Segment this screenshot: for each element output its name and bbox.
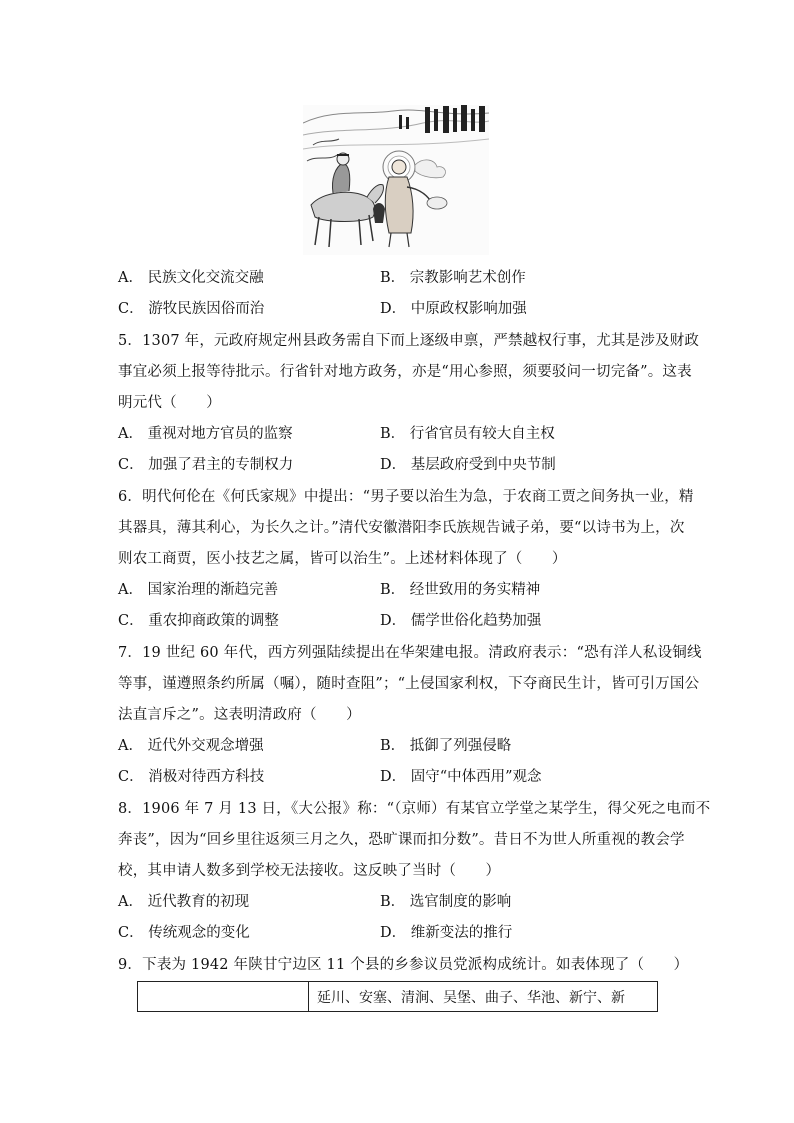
q6-option-b: B． 经世致用的务实精神 [380,582,541,598]
q6-option-c: C． 重农抑商政策的调整 [118,613,279,629]
q9-stem-line-1: 9．下表为 1942 年陕甘宁边区 11 个县的乡参议员党派构成统计。如表体现了（ ） [118,957,689,973]
q5-stem-line-3: 明元代（ ） [118,395,221,411]
q6-stem-line-1: 6．明代何伦在《何氏家规》中提出：“男子要以治生为急，于农商工贾之间务执一业，精 [118,489,694,505]
q8-stem-line-2: 奔丧”，因为“回乡里往返须三月之久，恐旷课而扣分数”。昔日不为世人所重视的教会学 [118,832,685,848]
q8-stem-line-3: 校，其申请人数多到学校无法接收。这反映了当时（ ） [118,863,501,879]
q5-option-c: C． 加强了君主的专制权力 [118,457,294,473]
q6-stem-line-3: 则农工商贾，医小技艺之属，皆可以治生”。上述材料体现了（ ） [118,551,567,567]
q6-option-a: A． 国家治理的渐趋完善 [118,582,279,598]
q9-table-cell-2: 延川、安塞、清涧、吴堡、曲子、华池、新宁、新 [309,982,658,1012]
q6-option-d: D． 儒学世俗化趋势加强 [380,613,542,629]
q4-option-a: A． 民族文化交流交融 [118,270,264,286]
q7-stem-line-3: 法直言斥之”。这表明清政府（ ） [118,707,361,723]
q8-option-c: C． 传统观念的变化 [118,925,250,941]
q9-table [137,981,658,1012]
q8-option-d: D． 维新变法的推行 [380,925,513,941]
q9-table-cell-1 [138,982,309,1012]
q5-option-a: A． 重视对地方官员的监察 [118,426,293,442]
q7-option-b: B． 抵御了列强侵略 [380,738,512,754]
q5-stem-line-2: 事宜必须上报等待批示。行省针对地方政务，亦是“用心参照，须要驳问一切完备”。这表 [118,364,692,380]
q8-option-a: A． 近代教育的初现 [118,894,250,910]
q7-option-d: D． 固守“中体西用”观念 [380,769,542,785]
q5-option-d: D． 基层政府受到中央节制 [380,457,556,473]
q7-option-c: C． 消极对待西方科技 [118,769,265,785]
table-row [138,982,658,1012]
q7-stem-line-1: 7．19 世纪 60 年代，西方列强陆续提出在华架建电报。清政府表示：“恐有洋人私设铜线 [118,645,702,661]
q4-option-c: C． 游牧民族因俗而治 [118,301,265,317]
q4-option-b: B． 宗教影响艺术创作 [380,270,526,286]
q6-stem-line-2: 其器具，薄其利心，为长久之计。”清代安徽潜阳李氏族规告诫子弟，要“以诗书为上，次 [118,520,685,536]
q7-option-a: A． 近代外交观念增强 [118,738,264,754]
q8-stem-line-1: 8．1906 年 7 月 13 日，《大公报》称：“（京师）有某官立学堂之某学生，得父死之电而不 [118,801,711,817]
q8-option-b: B． 选官制度的影响 [380,894,512,910]
q5-stem-line-1: 5．1307 年，元政府规定州县政务需自下而上逐级申禀，严禁越权行事，尤其是涉及财政 [118,333,700,349]
illustration-rider-and-monk-icon [303,105,489,255]
q5-option-b: B． 行省官员有较大自主权 [380,426,555,442]
q4-option-d: D． 中原政权影响加强 [380,301,527,317]
q7-stem-line-2: 等事，谨遵照条约所属（嘱），随时查阻”；“上侵国家利权，下夺商民生计，皆可引万国公 [118,676,700,692]
